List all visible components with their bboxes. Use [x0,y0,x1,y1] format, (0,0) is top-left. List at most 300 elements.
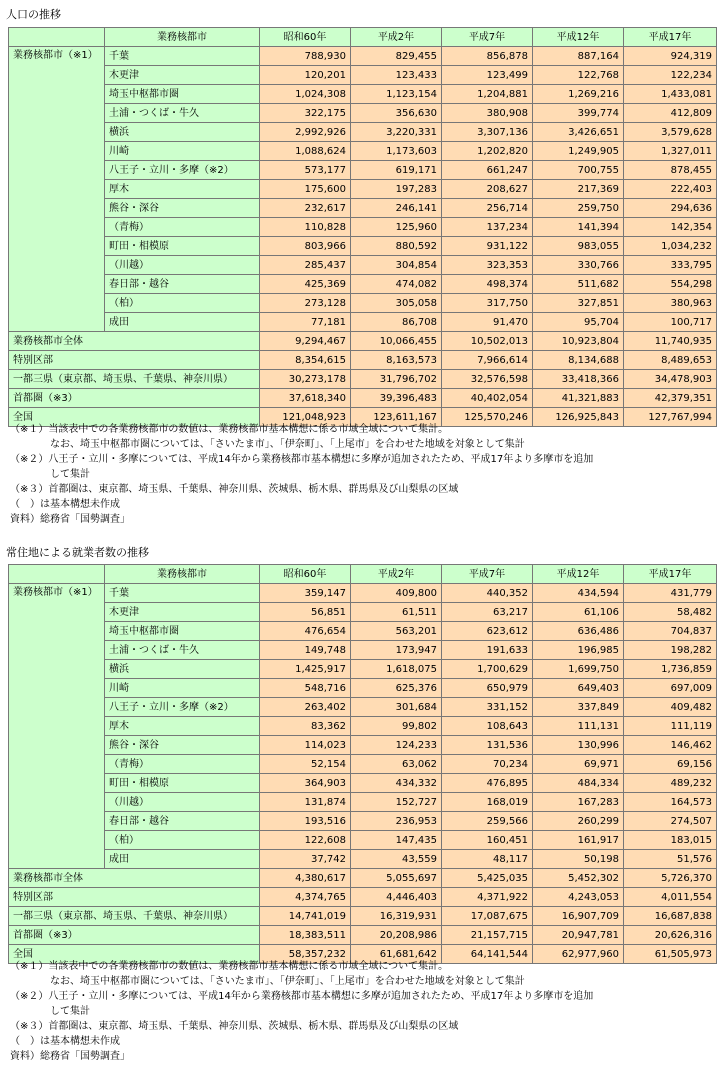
city-name-cell: 八王子・立川・多摩（※2） [105,161,260,180]
value-cell: 69,156 [624,755,717,774]
group-label-cell: 業務核都市（※1） [9,47,105,332]
value-cell: 4,380,617 [260,869,351,888]
city-name-cell: 土浦・つくば・牛久 [105,641,260,660]
city-name-cell: 横浜 [105,660,260,679]
value-cell: 1,202,820 [442,142,533,161]
table-row [9,736,717,755]
value-cell: 61,106 [533,603,624,622]
note-line: なお、埼玉中枢都市圏については、「さいたま市」、「伊奈町」、「上尾市」を合わせた地域を対象として集計 [10,976,525,987]
value-cell: 697,009 [624,679,717,698]
header-row [9,28,717,47]
value-cell: 887,164 [533,47,624,66]
value-cell: 364,903 [260,774,351,793]
summary-row [9,926,717,945]
value-cell: 489,232 [624,774,717,793]
value-cell: 141,394 [533,218,624,237]
value-cell: 5,055,697 [351,869,442,888]
value-cell: 704,837 [624,622,717,641]
value-cell: 548,716 [260,679,351,698]
value-cell: 232,617 [260,199,351,218]
value-cell: 173,947 [351,641,442,660]
value-cell: 2,992,926 [260,123,351,142]
value-cell: 61,681,642 [351,945,442,964]
summary-label-cell: 一都三県（東京都、埼玉県、千葉県、神奈川県） [9,370,260,389]
value-cell: 431,779 [624,584,717,603]
value-cell: 183,015 [624,831,717,850]
value-cell: 21,157,715 [442,926,533,945]
value-cell: 380,963 [624,294,717,313]
value-cell: 409,482 [624,698,717,717]
value-cell: 58,482 [624,603,717,622]
value-cell: 111,119 [624,717,717,736]
header-year-column: 平成12年 [533,28,624,47]
value-cell: 16,687,838 [624,907,717,926]
value-cell: 1,327,011 [624,142,717,161]
city-name-cell: （青梅） [105,755,260,774]
employment-table-body [9,565,717,964]
value-cell: 61,505,973 [624,945,717,964]
value-cell: 120,201 [260,66,351,85]
city-name-cell: 川崎 [105,142,260,161]
table-row [9,717,717,736]
note-line: （※１）当該表中での各業務核都市の数値は、業務核都市基本構想に係る市域全域について集計。 [10,961,449,972]
city-name-cell: 成田 [105,850,260,869]
value-cell: 661,247 [442,161,533,180]
value-cell: 83,362 [260,717,351,736]
value-cell: 100,717 [624,313,717,332]
value-cell: 64,141,544 [442,945,533,964]
summary-label-cell: 首都圏（※3） [9,389,260,408]
value-cell: 337,849 [533,698,624,717]
value-cell: 8,134,688 [533,351,624,370]
value-cell: 86,708 [351,313,442,332]
value-cell: 636,486 [533,622,624,641]
value-cell: 425,369 [260,275,351,294]
value-cell: 51,576 [624,850,717,869]
value-cell: 304,854 [351,256,442,275]
group-label-cell: 業務核都市（※1） [9,584,105,869]
value-cell: 63,062 [351,755,442,774]
table-row [9,85,717,104]
employment-table [8,564,717,964]
value-cell: 167,283 [533,793,624,812]
city-name-cell: 春日部・越谷 [105,275,260,294]
value-cell: 878,455 [624,161,717,180]
value-cell: 440,352 [442,584,533,603]
value-cell: 91,470 [442,313,533,332]
city-name-cell: 熊谷・深谷 [105,199,260,218]
value-cell: 123,433 [351,66,442,85]
value-cell: 43,559 [351,850,442,869]
value-cell: 70,234 [442,755,533,774]
value-cell: 1,123,154 [351,85,442,104]
value-cell: 236,953 [351,812,442,831]
value-cell: 168,019 [442,793,533,812]
value-cell: 146,462 [624,736,717,755]
value-cell: 124,233 [351,736,442,755]
summary-row [9,869,717,888]
city-name-cell: 八王子・立川・多摩（※2） [105,698,260,717]
summary-label-cell: 全国 [9,945,260,964]
note-line: 資料）総務省「国勢調査」 [10,514,130,525]
employment-notes [10,959,593,1064]
table-row [9,622,717,641]
value-cell: 880,592 [351,237,442,256]
note-line: （※３）首都圏は、東京都、埼玉県、千葉県、神奈川県、茨城県、栃木県、群馬県及び山梨県の区域 [10,1021,459,1032]
value-cell: 110,828 [260,218,351,237]
population-table-body [9,28,717,427]
header-year-column: 平成12年 [533,565,624,584]
value-cell: 39,396,483 [351,389,442,408]
value-cell: 137,234 [442,218,533,237]
value-cell: 1,618,075 [351,660,442,679]
value-cell: 37,618,340 [260,389,351,408]
value-cell: 327,851 [533,294,624,313]
value-cell: 108,643 [442,717,533,736]
table-row [9,256,717,275]
value-cell: 330,766 [533,256,624,275]
summary-label-cell: 全国 [9,408,260,427]
value-cell: 20,208,986 [351,926,442,945]
table-row [9,698,717,717]
value-cell: 32,576,598 [442,370,533,389]
population-table [8,27,717,427]
value-cell: 111,131 [533,717,624,736]
city-name-cell: 千葉 [105,584,260,603]
value-cell: 4,374,765 [260,888,351,907]
table-row [9,793,717,812]
table-row [9,180,717,199]
value-cell: 99,802 [351,717,442,736]
header-year-column: 平成2年 [351,565,442,584]
header-city-column: 業務核都市 [105,565,260,584]
value-cell: 829,455 [351,47,442,66]
value-cell: 4,446,403 [351,888,442,907]
value-cell: 217,369 [533,180,624,199]
value-cell: 125,570,246 [442,408,533,427]
city-name-cell: 横浜 [105,123,260,142]
value-cell: 554,298 [624,275,717,294]
city-name-cell: （川越） [105,793,260,812]
city-name-cell: （川越） [105,256,260,275]
value-cell: 164,573 [624,793,717,812]
value-cell: 625,376 [351,679,442,698]
value-cell: 274,507 [624,812,717,831]
value-cell: 260,299 [533,812,624,831]
value-cell: 37,742 [260,850,351,869]
value-cell: 147,435 [351,831,442,850]
section-title-population: 人口の推移 [6,8,61,21]
value-cell: 563,201 [351,622,442,641]
value-cell: 5,726,370 [624,869,717,888]
value-cell: 8,163,573 [351,351,442,370]
value-cell: 130,996 [533,736,624,755]
value-cell: 10,502,013 [442,332,533,351]
value-cell: 131,874 [260,793,351,812]
value-cell: 10,066,455 [351,332,442,351]
value-cell: 131,536 [442,736,533,755]
value-cell: 16,319,931 [351,907,442,926]
value-cell: 122,608 [260,831,351,850]
value-cell: 63,217 [442,603,533,622]
value-cell: 41,321,883 [533,389,624,408]
value-cell: 20,626,316 [624,926,717,945]
table-row [9,831,717,850]
value-cell: 803,966 [260,237,351,256]
note-line: （※１）当該表中での各業務核都市の数値は、業務核都市基本構想に係る市域全域について集計。 [10,424,449,435]
value-cell: 126,925,843 [533,408,624,427]
value-cell: 1,433,081 [624,85,717,104]
table-row [9,313,717,332]
value-cell: 198,282 [624,641,717,660]
value-cell: 222,403 [624,180,717,199]
value-cell: 16,907,709 [533,907,624,926]
summary-label-cell: 業務核都市全体 [9,332,260,351]
value-cell: 323,353 [442,256,533,275]
summary-row [9,332,717,351]
value-cell: 573,177 [260,161,351,180]
value-cell: 18,383,511 [260,926,351,945]
city-name-cell: 土浦・つくば・牛久 [105,104,260,123]
value-cell: 322,175 [260,104,351,123]
value-cell: 650,979 [442,679,533,698]
population-notes [10,422,593,527]
header-year-column: 平成17年 [624,28,717,47]
value-cell: 10,923,804 [533,332,624,351]
table-row [9,66,717,85]
value-cell: 1,425,917 [260,660,351,679]
city-name-cell: 埼玉中枢都市圏 [105,622,260,641]
value-cell: 263,402 [260,698,351,717]
value-cell: 61,511 [351,603,442,622]
value-cell: 380,908 [442,104,533,123]
value-cell: 484,334 [533,774,624,793]
value-cell: 498,374 [442,275,533,294]
summary-label-cell: 特別区部 [9,888,260,907]
value-cell: 62,977,960 [533,945,624,964]
value-cell: 30,273,178 [260,370,351,389]
value-cell: 160,451 [442,831,533,850]
summary-label-cell: 一都三県（東京都、埼玉県、千葉県、神奈川県） [9,907,260,926]
note-line: （※３）首都圏は、東京都、埼玉県、千葉県、神奈川県、茨城県、栃木県、群馬県及び山梨県の区域 [10,484,459,495]
value-cell: 983,055 [533,237,624,256]
value-cell: 152,727 [351,793,442,812]
city-name-cell: 木更津 [105,603,260,622]
header-year-column: 平成2年 [351,28,442,47]
summary-row [9,389,717,408]
value-cell: 409,800 [351,584,442,603]
value-cell: 256,714 [442,199,533,218]
value-cell: 114,023 [260,736,351,755]
value-cell: 331,152 [442,698,533,717]
value-cell: 48,117 [442,850,533,869]
city-name-cell: （青梅） [105,218,260,237]
value-cell: 14,741,019 [260,907,351,926]
note-line: （※２）八王子・立川・多摩については、平成14年から業務核都市基本構想に多摩が追加されたため、平成17年より多摩市を追加 [10,991,594,1002]
value-cell: 3,579,628 [624,123,717,142]
value-cell: 1,088,624 [260,142,351,161]
value-cell: 4,011,554 [624,888,717,907]
header-year-column: 昭和60年 [260,28,351,47]
value-cell: 56,851 [260,603,351,622]
table-row [9,218,717,237]
value-cell: 924,319 [624,47,717,66]
table-row [9,641,717,660]
value-cell: 1,700,629 [442,660,533,679]
value-cell: 197,283 [351,180,442,199]
value-cell: 40,402,054 [442,389,533,408]
table-row [9,660,717,679]
header-row [9,565,717,584]
value-cell: 474,082 [351,275,442,294]
value-cell: 5,425,035 [442,869,533,888]
summary-label-cell: 特別区部 [9,351,260,370]
summary-row [9,351,717,370]
value-cell: 294,636 [624,199,717,218]
header-year-column: 平成7年 [442,565,533,584]
value-cell: 623,612 [442,622,533,641]
summary-row [9,370,717,389]
value-cell: 95,704 [533,313,624,332]
city-name-cell: 厚木 [105,717,260,736]
value-cell: 191,633 [442,641,533,660]
value-cell: 8,489,653 [624,351,717,370]
note-line: （※２）八王子・立川・多摩については、平成14年から業務核都市基本構想に多摩が追加されたため、平成17年より多摩市を追加 [10,454,594,465]
table-row [9,104,717,123]
note-line: なお、埼玉中枢都市圏については、「さいたま市」、「伊奈町」、「上尾市」を合わせた地域を対象として集計 [10,439,525,450]
table-row [9,142,717,161]
note-line: 資料）総務省「国勢調査」 [10,1051,130,1062]
note-line: （ ）は基本構想未作成 [10,1036,120,1047]
city-name-cell: 町田・相模原 [105,237,260,256]
table-row [9,275,717,294]
table-row [9,850,717,869]
note-line: （ ）は基本構想未作成 [10,499,120,510]
value-cell: 123,499 [442,66,533,85]
city-name-cell: 厚木 [105,180,260,199]
city-name-cell: （柏） [105,831,260,850]
value-cell: 1,034,232 [624,237,717,256]
value-cell: 4,371,922 [442,888,533,907]
table-row [9,47,717,66]
city-name-cell: 千葉 [105,47,260,66]
value-cell: 301,684 [351,698,442,717]
table-row [9,774,717,793]
value-cell: 1,736,859 [624,660,717,679]
value-cell: 856,878 [442,47,533,66]
value-cell: 122,234 [624,66,717,85]
value-cell: 434,594 [533,584,624,603]
value-cell: 412,809 [624,104,717,123]
table-row [9,123,717,142]
city-name-cell: 木更津 [105,66,260,85]
value-cell: 3,220,331 [351,123,442,142]
value-cell: 246,141 [351,199,442,218]
value-cell: 175,600 [260,180,351,199]
value-cell: 931,122 [442,237,533,256]
value-cell: 123,611,167 [351,408,442,427]
table-row [9,755,717,774]
value-cell: 196,985 [533,641,624,660]
header-year-column: 平成7年 [442,28,533,47]
value-cell: 1,249,905 [533,142,624,161]
value-cell: 121,048,923 [260,408,351,427]
value-cell: 3,307,136 [442,123,533,142]
value-cell: 50,198 [533,850,624,869]
header-corner-cell [9,28,105,47]
city-name-cell: 成田 [105,313,260,332]
value-cell: 125,960 [351,218,442,237]
value-cell: 208,627 [442,180,533,199]
table-row [9,237,717,256]
header-year-column: 昭和60年 [260,565,351,584]
value-cell: 273,128 [260,294,351,313]
value-cell: 58,357,232 [260,945,351,964]
note-line: して集計 [10,1006,90,1017]
value-cell: 1,204,881 [442,85,533,104]
value-cell: 285,437 [260,256,351,275]
city-name-cell: 川崎 [105,679,260,698]
value-cell: 34,478,903 [624,370,717,389]
value-cell: 476,654 [260,622,351,641]
value-cell: 33,418,366 [533,370,624,389]
header-city-column: 業務核都市 [105,28,260,47]
table-row [9,812,717,831]
value-cell: 700,755 [533,161,624,180]
value-cell: 1,699,750 [533,660,624,679]
value-cell: 8,354,615 [260,351,351,370]
value-cell: 317,750 [442,294,533,313]
summary-label-cell: 業務核都市全体 [9,869,260,888]
city-name-cell: 春日部・越谷 [105,812,260,831]
table-row [9,603,717,622]
header-year-column: 平成17年 [624,565,717,584]
value-cell: 788,930 [260,47,351,66]
value-cell: 4,243,053 [533,888,624,907]
value-cell: 31,796,702 [351,370,442,389]
value-cell: 17,087,675 [442,907,533,926]
value-cell: 9,294,467 [260,332,351,351]
value-cell: 20,947,781 [533,926,624,945]
summary-row [9,888,717,907]
value-cell: 3,426,651 [533,123,624,142]
table-row [9,584,717,603]
value-cell: 511,682 [533,275,624,294]
table-row [9,294,717,313]
value-cell: 122,768 [533,66,624,85]
city-name-cell: 埼玉中枢都市圏 [105,85,260,104]
value-cell: 5,452,302 [533,869,624,888]
value-cell: 42,379,351 [624,389,717,408]
value-cell: 69,971 [533,755,624,774]
value-cell: 77,181 [260,313,351,332]
value-cell: 149,748 [260,641,351,660]
header-corner-cell [9,565,105,584]
value-cell: 434,332 [351,774,442,793]
value-cell: 161,917 [533,831,624,850]
section-title-employment: 常住地による就業者数の推移 [6,546,149,559]
value-cell: 142,354 [624,218,717,237]
note-line: して集計 [10,469,90,480]
summary-label-cell: 首都圏（※3） [9,926,260,945]
value-cell: 259,750 [533,199,624,218]
summary-row [9,907,717,926]
city-name-cell: 町田・相模原 [105,774,260,793]
table-row [9,679,717,698]
value-cell: 356,630 [351,104,442,123]
value-cell: 11,740,935 [624,332,717,351]
value-cell: 52,154 [260,755,351,774]
